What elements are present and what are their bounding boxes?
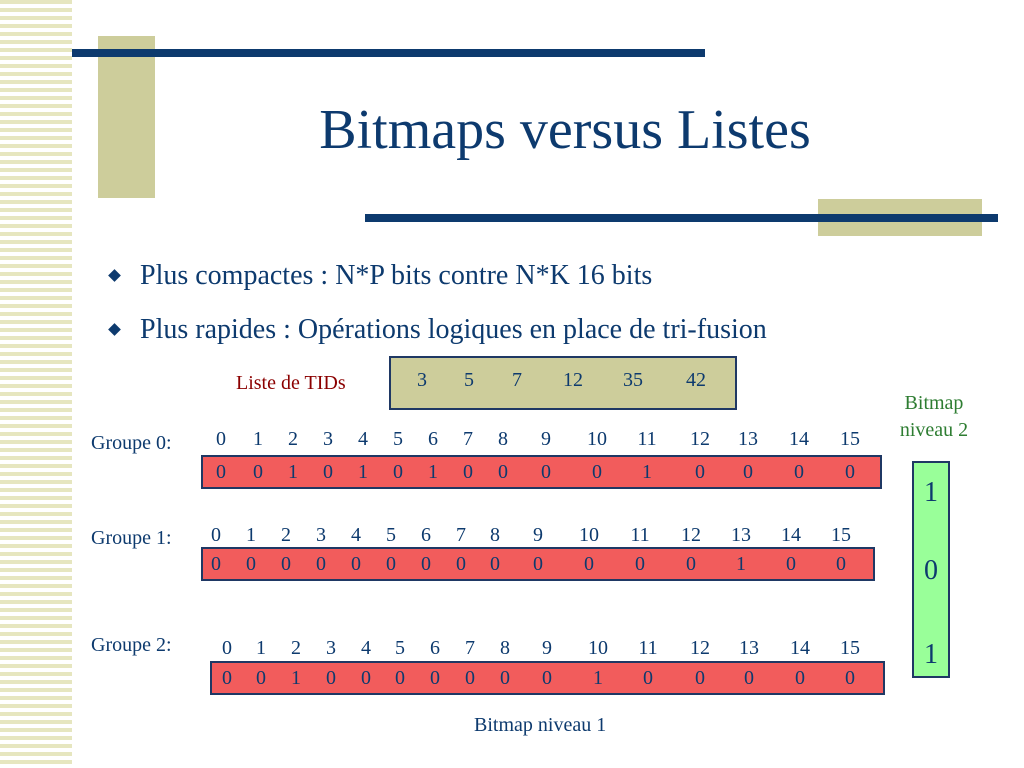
bit-value: 0 [786, 553, 796, 575]
bit-value: 0 [845, 667, 855, 689]
bit-value: 0 [743, 461, 753, 483]
bullet-item [108, 254, 767, 308]
bit-index-label: 8 [498, 428, 508, 450]
level-2-bit: 1 [924, 639, 938, 670]
bit-value: 0 [430, 667, 440, 689]
bit-index-label: 4 [361, 637, 371, 659]
bit-index-label: 12 [681, 524, 701, 546]
bit-value: 0 [216, 461, 226, 483]
bit-index-label: 5 [386, 524, 396, 546]
level-2-bit: 0 [924, 555, 938, 586]
bit-index-label: 6 [421, 524, 431, 546]
bit-index-label: 13 [731, 524, 751, 546]
bit-value: 0 [836, 553, 846, 575]
bit-index-label: 5 [393, 428, 403, 450]
bit-value: 0 [256, 667, 266, 689]
bit-value: 0 [490, 553, 500, 575]
bit-index-label: 2 [288, 428, 298, 450]
tid-list-label: Liste de TIDs [236, 372, 346, 394]
bit-value: 0 [533, 553, 543, 575]
bit-value: 0 [421, 553, 431, 575]
bit-value: 0 [393, 461, 403, 483]
bit-value: 0 [695, 461, 705, 483]
bit-index-label: 0 [222, 637, 232, 659]
bit-index-label: 9 [542, 637, 552, 659]
bit-index-label: 10 [579, 524, 599, 546]
level-2-bit: 1 [924, 477, 938, 508]
group-2-bitmap-box [210, 661, 885, 695]
bit-index-label: 10 [588, 637, 608, 659]
bit-index-label: 6 [430, 637, 440, 659]
bit-value: 0 [222, 667, 232, 689]
bit-index-label: 13 [739, 637, 759, 659]
bit-index-label: 15 [840, 637, 860, 659]
tid-value: 7 [512, 369, 522, 391]
bit-value: 0 [584, 553, 594, 575]
bit-index-label: 12 [690, 428, 710, 450]
bit-index-label: 15 [840, 428, 860, 450]
bit-index-label: 8 [500, 637, 510, 659]
bit-index-label: 1 [256, 637, 266, 659]
bit-index-label: 4 [351, 524, 361, 546]
bit-value: 0 [465, 667, 475, 689]
bullet-item [108, 308, 767, 362]
bit-index-label: 9 [541, 428, 551, 450]
bit-index-label: 8 [490, 524, 500, 546]
bit-value: 0 [463, 461, 473, 483]
bit-value: 0 [361, 667, 371, 689]
bit-value: 1 [358, 461, 368, 483]
title-rule-bottom [365, 214, 998, 222]
bit-value: 0 [643, 667, 653, 689]
bit-value: 1 [593, 667, 603, 689]
bit-index-label: 7 [456, 524, 466, 546]
title-rule-top [72, 49, 705, 57]
bit-value: 0 [386, 553, 396, 575]
bit-index-label: 3 [326, 637, 336, 659]
tid-value: 12 [563, 369, 583, 391]
bit-value: 1 [428, 461, 438, 483]
bit-value: 0 [744, 667, 754, 689]
tid-value: 5 [464, 369, 474, 391]
group-1-label: Groupe 1: [91, 527, 172, 549]
bit-value: 0 [686, 553, 696, 575]
group-2-label: Groupe 2: [91, 634, 172, 656]
diamond-bullet-icon [108, 323, 121, 336]
bit-index-label: 15 [831, 524, 851, 546]
bitmap-level-2-label: Bitmap niveau 2 [899, 392, 969, 441]
bit-index-label: 14 [781, 524, 801, 546]
bit-value: 0 [845, 461, 855, 483]
group-1-bitmap-box [201, 547, 875, 581]
bit-index-label: 7 [465, 637, 475, 659]
tid-value: 3 [417, 369, 427, 391]
bit-value: 0 [253, 461, 263, 483]
bit-value: 0 [456, 553, 466, 575]
bullet-text: Plus compactes : N*P bits contre N*K 16 bits [140, 260, 653, 291]
bit-index-label: 1 [253, 428, 263, 450]
bit-value: 1 [736, 553, 746, 575]
bit-index-label: 2 [291, 637, 301, 659]
bit-value: 0 [542, 667, 552, 689]
bit-index-label: 3 [323, 428, 333, 450]
bit-index-label: 14 [789, 428, 809, 450]
bit-index-label: 7 [463, 428, 473, 450]
group-0-bitmap-box [201, 455, 882, 489]
bullet-text: Plus rapides : Opérations logiques en place de tri-fusion [140, 314, 767, 345]
bit-value: 0 [498, 461, 508, 483]
bit-value: 0 [635, 553, 645, 575]
tid-value: 42 [686, 369, 706, 391]
bit-index-label: 11 [638, 637, 658, 659]
diamond-bullet-icon [108, 269, 121, 282]
bit-value: 0 [326, 667, 336, 689]
bit-index-label: 3 [316, 524, 326, 546]
bit-index-label: 1 [246, 524, 256, 546]
bit-index-label: 0 [211, 524, 221, 546]
bit-index-label: 11 [637, 428, 657, 450]
bit-index-label: 2 [281, 524, 291, 546]
bit-index-label: 13 [738, 428, 758, 450]
bitmap-level-2-box [912, 461, 950, 678]
bit-index-label: 4 [358, 428, 368, 450]
bit-index-label: 10 [587, 428, 607, 450]
bit-value: 1 [291, 667, 301, 689]
bit-value: 0 [795, 667, 805, 689]
bit-index-label: 5 [395, 637, 405, 659]
bit-value: 0 [592, 461, 602, 483]
bit-value: 0 [500, 667, 510, 689]
bit-index-label: 12 [690, 637, 710, 659]
bit-index-label: 6 [428, 428, 438, 450]
bit-index-label: 11 [630, 524, 650, 546]
bit-value: 0 [395, 667, 405, 689]
bit-value: 0 [316, 553, 326, 575]
bullet-list [108, 254, 767, 362]
tid-list-box [389, 356, 737, 410]
bit-index-label: 0 [216, 428, 226, 450]
tid-value: 35 [623, 369, 643, 391]
bitmap-level-1-label: Bitmap niveau 1 [474, 714, 607, 736]
bit-index-label: 9 [533, 524, 543, 546]
bit-value: 0 [323, 461, 333, 483]
slide-title: Bitmaps versus Listes [319, 99, 811, 161]
bit-value: 1 [288, 461, 298, 483]
group-0-label: Groupe 0: [91, 432, 172, 454]
bit-value: 0 [281, 553, 291, 575]
bit-value: 0 [351, 553, 361, 575]
bit-index-label: 14 [790, 637, 810, 659]
bit-value: 0 [541, 461, 551, 483]
bit-value: 0 [794, 461, 804, 483]
bit-value: 0 [695, 667, 705, 689]
bit-value: 0 [246, 553, 256, 575]
bit-value: 0 [211, 553, 221, 575]
bit-value: 1 [642, 461, 652, 483]
